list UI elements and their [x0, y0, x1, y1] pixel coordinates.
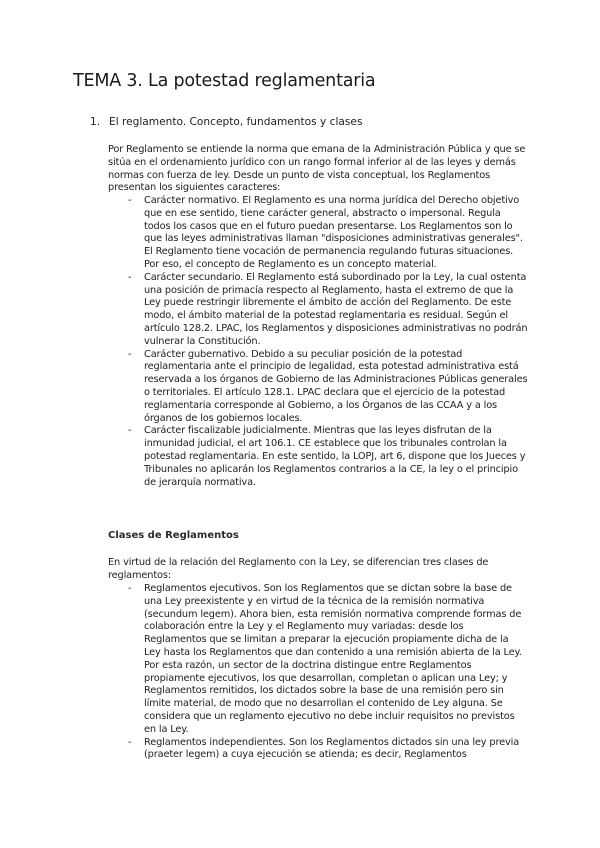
- list-item: [108, 349, 528, 426]
- dash-bullet: -: [128, 348, 132, 360]
- list-item-text: Carácter normativo. El Reglamento es una norma jurídica del Derecho objetivo que en ese sentido, tiene carácter general, abstracto o impersonal. Regula todos los casos que en el futuro puedan presentarse. Los Reglamentos son lo que las leyes administrativas llaman "disposiciones administrativas generales". El Reglamento tiene vocación de permanencia regulando futuras situaciones. Por eso, el concepto de Reglamento es un concepto material.: [144, 195, 523, 270]
- dash-bullet: -: [128, 425, 132, 437]
- section-number: 1.: [90, 116, 101, 128]
- list-item: [108, 583, 528, 737]
- characteristics-list: [108, 195, 528, 489]
- page-title: TEMA 3. La potestad reglamentaria: [73, 71, 376, 91]
- classes-intro-paragraph: En virtud de la relación del Reglamento con la Ley, se diferencian tres clases de reglamentos:: [108, 557, 489, 581]
- section-heading-text: El reglamento. Concepto, fundamentos y clases: [109, 116, 363, 128]
- list-item: [108, 195, 528, 272]
- classes-list: [108, 583, 528, 762]
- list-item: [108, 425, 528, 489]
- list-item-text: Reglamentos ejecutivos. Son los Reglamentos que se dictan sobre la base de una Ley preexistente y en virtud de la técnica de la remisión normativa (secundum legem). Ahora bien, esta remisión normativa comprende formas de colaboración entre la Ley y el Reglamento muy variadas: desde los Reglamentos que se limitan a preparar la ejecución propiamente dicha de la Ley hasta los Reglamentos que dan contenido a una remisión abierta de la Ley. Por esta razón, un sector de la doctrina distingue entre Reglamentos propiamente ejecutivos, los que desarrollan, completan o aplican una Ley; y Reglamentos remitidos, los dictados sobre la base de una remisión pero sin límite material, de modo que no desarrollan el contenido de Ley alguna. Se considera que un reglamento ejecutivo no debe incluir requisitos no previstos en la Ley.: [144, 583, 522, 735]
- list-item: [108, 737, 528, 763]
- list-item-text: Carácter fiscalizable judicialmente. Mientras que las leyes disfrutan de la inmunidad judicial, el art 106.1. CE establece que los tribunales controlan la potestad reglamentaria. En este sentido, la LOPJ, art 6, dispone que los Jueces y Tribunales no aplicarán los Reglamentos contrarios a la CE, la ley o el principio de jerarquía normativa.: [144, 425, 526, 488]
- dash-bullet: -: [128, 736, 132, 748]
- list-item-text: Carácter secundario. El Reglamento está subordinado por la Ley, la cual ostenta una posición de primacía respecto al Reglamento, hasta el extremo de que la Ley puede restringir libremente el ámbito de acción del Reglamento. De este modo, el ámbito material de la potestad reglamentaria es residual. Según el artículo 128.2. LPAC, los Reglamentos y disposiciones administrativas no podrán vulnerar la Constitución.: [144, 271, 528, 347]
- intro-paragraph: Por Reglamento se entiende la norma que emana de la Administración Pública y que se sitúa en el ordenamiento jurídico con un rango formal inferior al de las leyes y demás normas con fuerza de ley. Desde un punto de vista conceptual, los Reglamentos presentan los siguientes caracteres:: [108, 144, 526, 194]
- section-heading: [90, 116, 362, 128]
- dash-bullet: -: [128, 195, 132, 206]
- list-item: [108, 272, 528, 349]
- list-item-text: Carácter gubernativo. Debido a su peculiar posición de la potestad reglamentaria ante el principio de legalidad, esta potestad administrativa está reservada a los órganos de Gobierno de las Administraciones Públicas generales o territoriales. El artículo 128.1. LPAC declara que el ejercicio de la potestad reglamentaria corresponde al Gobierno, a los Órganos de las CCAA y a los órganos de los gobiernos locales.: [144, 348, 528, 424]
- classes-heading: Clases de Reglamentos: [108, 530, 239, 541]
- dash-bullet: -: [128, 583, 132, 594]
- list-item-text: Reglamentos independientes. Son los Reglamentos dictados sin una ley previa (praeter legem) a cuya ejecución se atienda; es decir, Reglamentos: [144, 736, 520, 761]
- dash-bullet: -: [128, 271, 132, 283]
